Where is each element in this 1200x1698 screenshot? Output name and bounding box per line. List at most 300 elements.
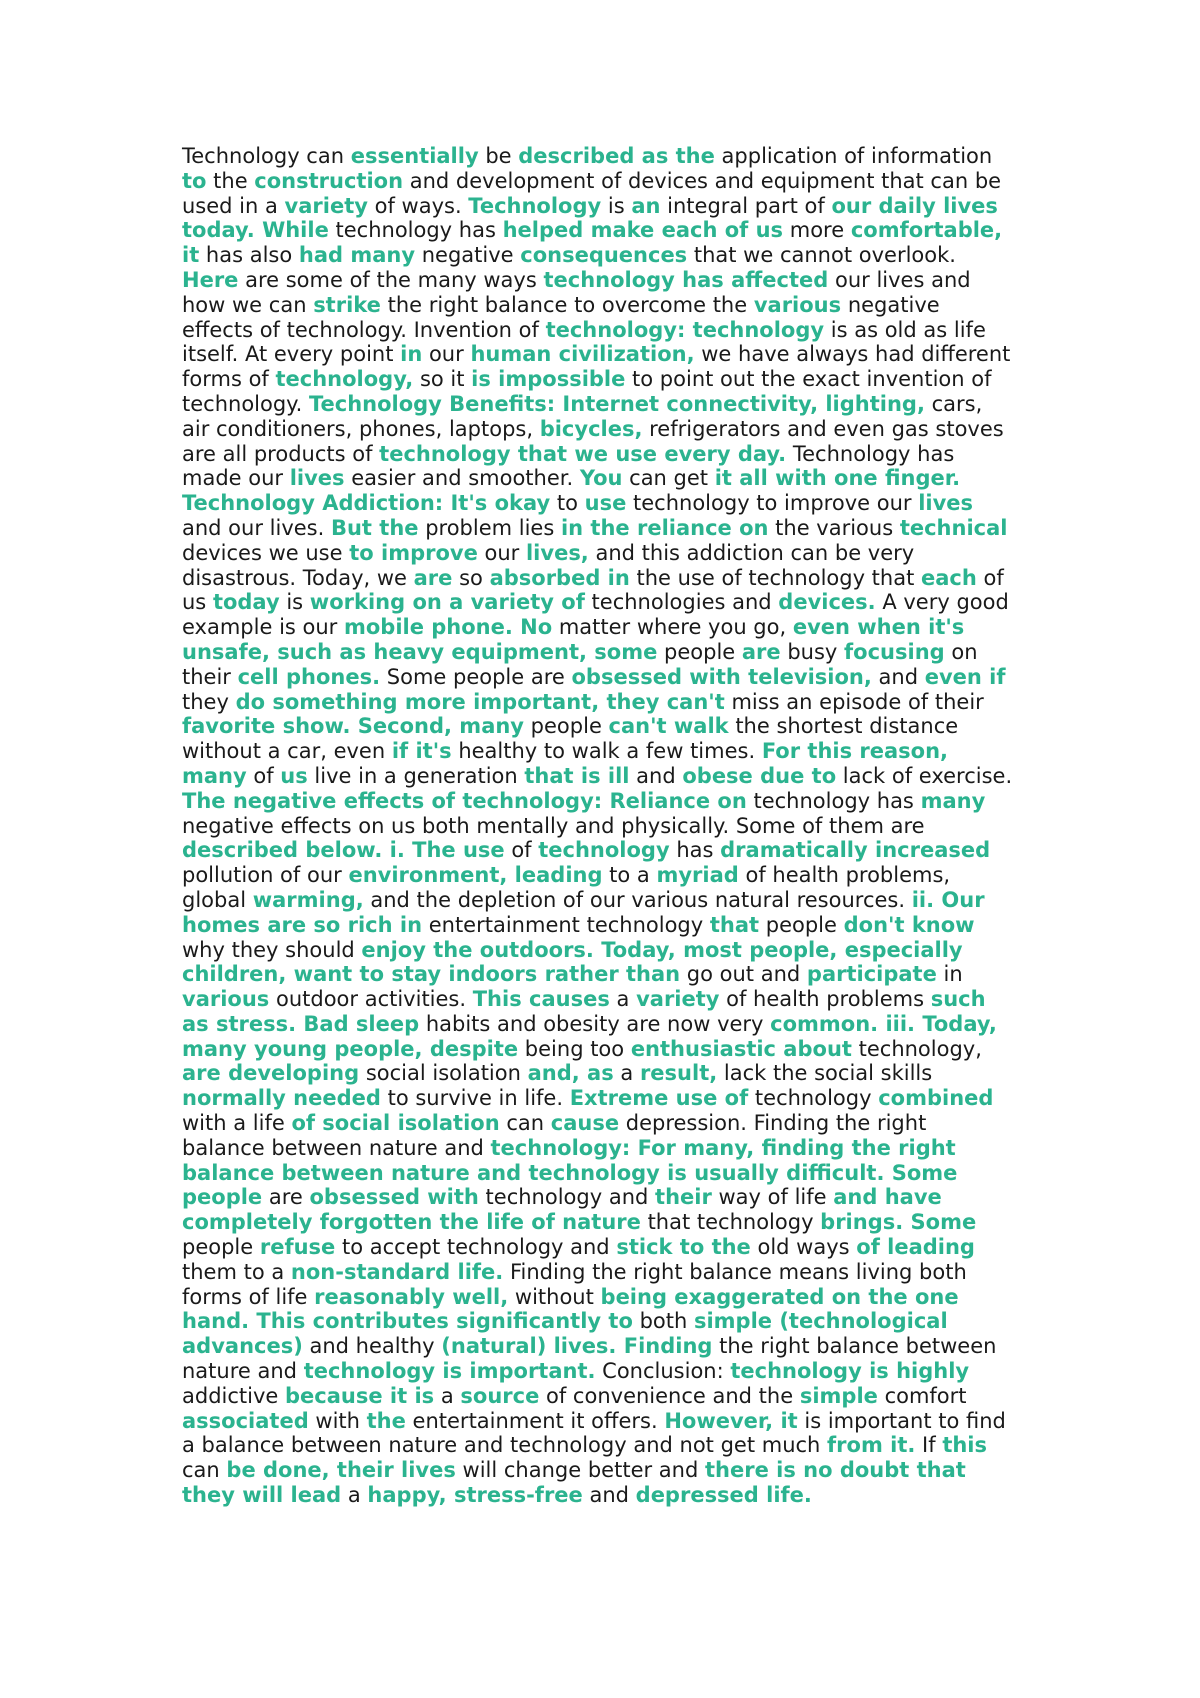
plain-text: and	[871, 664, 925, 689]
plain-text: pollution of our	[182, 863, 349, 888]
highlighted-text: there is no doubt that	[704, 1458, 966, 1483]
text-line	[182, 1384, 1042, 1409]
highlighted-text: technology,	[275, 367, 414, 392]
highlighted-text: technology	[538, 838, 670, 863]
plain-text: technology has	[746, 788, 921, 813]
highlighted-text: it	[182, 243, 200, 268]
plain-text: can	[499, 1111, 551, 1136]
highlighted-text: enjoy the outdoors. Today, most people, especially	[361, 937, 963, 962]
text-line	[182, 1359, 1042, 1384]
text-line	[182, 442, 1042, 467]
plain-text: so	[452, 565, 490, 590]
text-line	[182, 243, 1042, 268]
text-line	[182, 491, 1042, 516]
plain-text: nature and	[182, 1359, 304, 1384]
highlighted-text: source	[460, 1383, 540, 1408]
plain-text: why they should	[182, 937, 362, 962]
highlighted-text: enthusiastic about	[630, 1036, 852, 1061]
highlighted-text: combined	[878, 1086, 994, 1111]
plain-text: and our lives.	[182, 515, 331, 540]
plain-text: on	[944, 639, 978, 664]
plain-text: habits and obesity are now very	[419, 1011, 771, 1036]
plain-text: made our	[182, 466, 290, 491]
plain-text: entertainment it offers.	[405, 1408, 665, 1433]
text-line	[182, 1037, 1042, 1062]
plain-text: of	[246, 763, 281, 788]
highlighted-text: described below. i. The use	[182, 838, 505, 863]
plain-text: they	[182, 689, 236, 714]
plain-text: Technology has	[786, 441, 955, 466]
highlighted-text: (natural) lives. Finding	[441, 1334, 713, 1359]
highlighted-text: result,	[639, 1061, 718, 1086]
plain-text: global	[182, 887, 253, 912]
text-line	[182, 1433, 1042, 1458]
highlighted-text: Technology Addiction: It's okay	[182, 491, 551, 516]
highlighted-text: and have	[833, 1185, 942, 1210]
text-line	[182, 1210, 1042, 1235]
highlighted-text: today. While	[182, 218, 329, 243]
highlighted-text: For this reason,	[761, 739, 949, 764]
highlighted-text: to improve	[349, 540, 478, 565]
plain-text: old ways	[750, 1235, 857, 1260]
highlighted-text: variety	[284, 193, 368, 218]
highlighted-text: helped make each of us	[502, 218, 784, 243]
highlighted-text: You	[579, 466, 623, 491]
highlighted-text: of leading	[856, 1235, 975, 1260]
text-line	[182, 764, 1042, 789]
plain-text: of	[976, 565, 1004, 590]
text-line	[182, 1185, 1042, 1210]
highlighted-text: an	[631, 193, 661, 218]
plain-text: to survive in life.	[380, 1086, 570, 1111]
highlighted-text: as stress. Bad sleep	[182, 1011, 420, 1036]
plain-text: Conclusion:	[595, 1359, 731, 1384]
highlighted-text: mobile phone. No	[343, 615, 553, 640]
plain-text: and the depletion of our various natural resources.	[363, 887, 912, 912]
highlighted-text: obsessed with television,	[571, 664, 872, 689]
highlighted-text: Technology Benefits: Internet connectivity, lighting,	[308, 391, 925, 416]
plain-text: negative effects on us both mentally and physically. Some of them are	[182, 813, 925, 838]
plain-text: used in a	[182, 193, 285, 218]
plain-text: the shortest distance	[728, 714, 959, 739]
highlighted-text: in the reliance on	[560, 515, 769, 540]
highlighted-text: are	[413, 565, 453, 590]
text-line	[182, 293, 1042, 318]
plain-text: can	[182, 1458, 227, 1483]
plain-text: healthy to walk a few times.	[451, 739, 762, 764]
highlighted-text: that is ill	[524, 763, 630, 788]
highlighted-text: lives	[289, 466, 345, 491]
highlighted-text: construction	[254, 168, 404, 193]
text-line	[182, 1409, 1042, 1434]
plain-text: is as old as life	[824, 317, 986, 342]
text-line	[182, 318, 1042, 343]
plain-text: be	[478, 144, 519, 168]
highlighted-text: reasonably well,	[314, 1284, 509, 1309]
text-line	[182, 913, 1042, 938]
plain-text: being too	[518, 1036, 631, 1061]
plain-text: to accept technology and	[335, 1235, 617, 1260]
plain-text: depression. Finding the right	[619, 1111, 927, 1136]
highlighted-text: cell phones.	[237, 664, 381, 689]
plain-text: technology has	[328, 218, 503, 243]
highlighted-text: it all with one finger.	[714, 466, 961, 491]
highlighted-text: common. iii. Today,	[770, 1011, 997, 1036]
plain-text: miss an episode of their	[724, 689, 984, 714]
plain-text: we have always had different	[694, 342, 1011, 367]
plain-text: and healthy	[302, 1334, 442, 1359]
highlighted-text: each	[921, 565, 977, 590]
plain-text: social isolation	[359, 1061, 528, 1086]
highlighted-text: even when it's	[792, 615, 965, 640]
plain-text: can get	[622, 466, 715, 491]
plain-text: both	[632, 1309, 694, 1334]
highlighted-text: the	[366, 1408, 406, 1433]
highlighted-text: ii. Our	[911, 887, 985, 912]
text-line	[182, 1161, 1042, 1186]
plain-text: people	[759, 912, 844, 937]
highlighted-text: technology is important.	[303, 1359, 596, 1384]
text-line	[182, 1111, 1042, 1136]
highlighted-text: use	[584, 491, 627, 516]
plain-text: entertainment technology	[422, 912, 710, 937]
highlighted-text: this	[942, 1433, 987, 1458]
plain-text: are all products of	[182, 441, 380, 466]
text-line	[182, 789, 1042, 814]
highlighted-text: simple	[799, 1383, 878, 1408]
highlighted-text: strike	[313, 292, 381, 317]
highlighted-text: technology that we use every day.	[379, 441, 787, 466]
text-line	[182, 169, 1042, 194]
highlighted-text: cause	[550, 1111, 620, 1136]
plain-text: our	[477, 540, 526, 565]
text-line	[182, 739, 1042, 764]
highlighted-text: had many	[298, 243, 416, 268]
highlighted-text: be done, their lives	[226, 1458, 456, 1483]
highlighted-text: if it's	[391, 739, 452, 764]
highlighted-text: working on a variety of	[309, 590, 585, 615]
plain-text: itself. At every point	[182, 342, 401, 367]
highlighted-text: refuse	[259, 1235, 336, 1260]
highlighted-text: participate	[806, 962, 937, 987]
plain-text: the right balance to overcome the	[380, 292, 754, 317]
highlighted-text: stick to the	[616, 1235, 751, 1260]
plain-text: application of information	[714, 144, 993, 168]
plain-text: how we can	[182, 292, 314, 317]
text-line	[182, 640, 1042, 665]
plain-text: live in a generation	[307, 763, 525, 788]
text-line	[182, 590, 1042, 615]
plain-text: a	[613, 1061, 640, 1086]
plain-text: and this addiction can be very	[588, 540, 915, 565]
plain-text: has	[669, 838, 721, 863]
highlighted-text: many young people, despite	[182, 1036, 519, 1061]
plain-text: their	[182, 664, 238, 689]
highlighted-text: consequences	[520, 243, 688, 268]
plain-text: negative	[841, 292, 940, 317]
text-line	[182, 863, 1042, 888]
plain-text: has also	[199, 243, 299, 268]
plain-text: Finding the right balance means living both	[503, 1259, 967, 1284]
text-line	[182, 714, 1042, 739]
highlighted-text: that	[709, 912, 760, 937]
highlighted-text: myriad	[656, 863, 739, 888]
essay-body	[182, 144, 1042, 1508]
text-line	[182, 1012, 1042, 1037]
highlighted-text: they will lead	[182, 1483, 342, 1508]
text-line	[182, 268, 1042, 293]
highlighted-text: homes are so rich in	[182, 912, 423, 937]
plain-text: technology and	[478, 1185, 656, 1210]
text-line	[182, 1260, 1042, 1285]
plain-text: to	[550, 491, 585, 516]
plain-text: a	[609, 987, 637, 1012]
plain-text: the	[206, 168, 255, 193]
plain-text: addictive	[182, 1383, 286, 1408]
highlighted-text: obese due to	[682, 763, 837, 788]
plain-text: outdoor activities.	[269, 987, 473, 1012]
plain-text: are	[262, 1185, 310, 1210]
highlighted-text: balance between nature and technology is usually difficult. Some	[182, 1160, 958, 1185]
plain-text: forms of life	[182, 1284, 315, 1309]
plain-text: without a car, even	[182, 739, 392, 764]
text-line	[182, 615, 1042, 640]
plain-text: are some of the many ways	[238, 267, 544, 292]
plain-text: busy	[780, 639, 845, 664]
plain-text: technology.	[182, 391, 309, 416]
text-line	[182, 218, 1042, 243]
highlighted-text: is impossible	[471, 367, 626, 392]
text-line	[182, 888, 1042, 913]
text-line	[182, 541, 1042, 566]
plain-text: devices we use	[182, 540, 350, 565]
highlighted-text: happy, stress-free	[367, 1483, 583, 1508]
highlighted-text: various	[182, 987, 270, 1012]
plain-text: without	[508, 1284, 601, 1309]
highlighted-text: normally needed	[182, 1086, 381, 1111]
plain-text: If	[915, 1433, 943, 1458]
text-line	[182, 466, 1042, 491]
text-line	[182, 1483, 1042, 1508]
highlighted-text: technology: technology	[545, 317, 825, 342]
plain-text: people	[524, 714, 609, 739]
plain-text: example is our	[182, 615, 344, 640]
highlighted-text: Here	[182, 267, 239, 292]
text-line	[182, 814, 1042, 839]
text-line	[182, 1334, 1042, 1359]
highlighted-text: advances)	[182, 1334, 303, 1359]
text-line	[182, 1061, 1042, 1086]
text-line	[182, 962, 1042, 987]
text-line	[182, 1458, 1042, 1483]
plain-text: in	[936, 962, 963, 987]
highlighted-text: lives,	[525, 540, 589, 565]
text-line	[182, 1136, 1042, 1161]
plain-text: disastrous. Today, we	[182, 565, 414, 590]
highlighted-text: Technology	[468, 193, 602, 218]
text-line	[182, 987, 1042, 1012]
text-line	[182, 938, 1042, 963]
text-line	[182, 838, 1042, 863]
highlighted-text: favorite show. Second, many	[182, 714, 524, 739]
plain-text: negative	[415, 243, 521, 268]
plain-text: technology,	[851, 1036, 982, 1061]
text-line	[182, 1285, 1042, 1310]
plain-text: of ways.	[367, 193, 469, 218]
plain-text: matter where you go,	[552, 615, 793, 640]
plain-text: our	[422, 342, 471, 367]
plain-text: more	[783, 218, 851, 243]
highlighted-text: to	[182, 168, 207, 193]
highlighted-text: variety	[636, 987, 720, 1012]
text-line	[182, 367, 1042, 392]
highlighted-text: and, as	[527, 1061, 614, 1086]
highlighted-text: depressed life.	[635, 1483, 812, 1508]
text-line	[182, 665, 1042, 690]
highlighted-text: their	[655, 1185, 712, 1210]
highlighted-text: of social isolation	[291, 1111, 500, 1136]
highlighted-text: are	[741, 639, 781, 664]
plain-text: balance between nature and	[182, 1135, 491, 1160]
plain-text: that we cannot overlook.	[687, 243, 956, 268]
plain-text: the use of technology that	[629, 565, 922, 590]
text-line	[182, 690, 1042, 715]
plain-text: to point out the exact invention of	[625, 367, 992, 392]
plain-text: is	[601, 193, 632, 218]
plain-text: way of life	[711, 1185, 834, 1210]
text-line	[182, 566, 1042, 591]
text-line	[182, 1235, 1042, 1260]
text-line	[182, 1309, 1042, 1334]
plain-text: refrigerators and even gas stoves	[642, 416, 1004, 441]
highlighted-text: associated	[182, 1408, 309, 1433]
plain-text: and development of devices and equipment that can be	[403, 168, 1002, 193]
highlighted-text: devices.	[778, 590, 876, 615]
highlighted-text: don't know	[843, 912, 975, 937]
plain-text: and	[582, 1483, 636, 1508]
plain-text: is	[279, 590, 310, 615]
highlighted-text: such	[930, 987, 986, 1012]
highlighted-text: completely forgotten the life of nature	[182, 1210, 641, 1235]
highlighted-text: bicycles,	[539, 416, 643, 441]
highlighted-text: described as the	[518, 144, 715, 168]
text-line	[182, 392, 1042, 417]
highlighted-text: can't walk	[608, 714, 729, 739]
plain-text: easier and smoother.	[344, 466, 580, 491]
plain-text: of convenience and the	[539, 1383, 800, 1408]
plain-text: comfort	[877, 1383, 967, 1408]
highlighted-text: dramatically increased	[720, 838, 991, 863]
plain-text: the various	[768, 515, 900, 540]
plain-text: a	[341, 1483, 368, 1508]
plain-text: is important to find	[797, 1408, 1006, 1433]
plain-text: technologies and	[584, 590, 779, 615]
text-line	[182, 194, 1042, 219]
highlighted-text: The negative effects of technology: Reliance on	[182, 788, 747, 813]
highlighted-text: many	[182, 763, 247, 788]
plain-text: and	[629, 763, 683, 788]
highlighted-text: unsafe, such as heavy equipment, some	[182, 639, 658, 664]
text-line	[182, 417, 1042, 442]
plain-text: with a life	[182, 1111, 292, 1136]
plain-text: to a	[602, 863, 657, 888]
highlighted-text: even if	[924, 664, 1006, 689]
plain-text: so it	[413, 367, 472, 392]
plain-text: the right balance between	[712, 1334, 997, 1359]
highlighted-text: technology is highly	[730, 1359, 970, 1384]
plain-text: with	[308, 1408, 367, 1433]
highlighted-text: being exaggerated on the one	[600, 1284, 959, 1309]
highlighted-text: people	[182, 1185, 263, 1210]
highlighted-text: many	[920, 788, 986, 813]
highlighted-text: environment, leading	[348, 863, 603, 888]
plain-text: will change better and	[455, 1458, 705, 1483]
plain-text: problem lies	[418, 515, 561, 540]
plain-text: technology	[748, 1086, 879, 1111]
highlighted-text: various	[753, 292, 842, 317]
highlighted-text: But the	[330, 515, 419, 540]
highlighted-text: hand. This contributes significantly to	[182, 1309, 633, 1334]
highlighted-text: us	[280, 763, 308, 788]
plain-text: forms of	[182, 367, 276, 392]
highlighted-text: because it is	[285, 1383, 435, 1408]
plain-text: that technology	[640, 1210, 821, 1235]
text-line	[182, 144, 1042, 169]
plain-text: of health problems	[719, 987, 931, 1012]
highlighted-text: warming,	[252, 887, 364, 912]
highlighted-text: human civilization,	[470, 342, 695, 367]
highlighted-text: Extreme use of	[569, 1086, 749, 1111]
text-line	[182, 516, 1042, 541]
plain-text: a balance between nature and technology and not get much	[182, 1433, 828, 1458]
plain-text: us	[182, 590, 213, 615]
highlighted-text: do something more important, they can't	[235, 689, 725, 714]
highlighted-text: focusing	[844, 639, 945, 664]
highlighted-text: lives	[918, 491, 974, 516]
highlighted-text: This causes	[472, 987, 610, 1012]
plain-text: lack the social skills	[717, 1061, 933, 1086]
plain-text: of health problems,	[738, 863, 951, 888]
highlighted-text: brings. Some	[820, 1210, 977, 1235]
plain-text: effects of technology. Invention of	[182, 317, 546, 342]
plain-text: of	[504, 838, 539, 863]
highlighted-text: technology: For many, finding the right	[490, 1135, 956, 1160]
highlighted-text: simple (technological	[693, 1309, 948, 1334]
plain-text: people	[182, 1235, 260, 1260]
highlighted-text: from it.	[827, 1433, 916, 1458]
plain-text: them to a	[182, 1259, 291, 1284]
text-line	[182, 342, 1042, 367]
plain-text: a	[434, 1383, 461, 1408]
plain-text: cars,	[924, 391, 983, 416]
highlighted-text: comfortable,	[850, 218, 1003, 243]
plain-text: technology to improve our	[626, 491, 919, 516]
plain-text: air conditioners, phones, laptops,	[182, 416, 540, 441]
highlighted-text: non-standard life.	[290, 1259, 504, 1284]
plain-text: people	[657, 639, 742, 664]
highlighted-text: However, it	[664, 1408, 798, 1433]
plain-text: Technology can	[182, 144, 351, 168]
highlighted-text: absorbed in	[489, 565, 630, 590]
highlighted-text: our daily lives	[831, 193, 998, 218]
plain-text: Some people are	[380, 664, 572, 689]
highlighted-text: today	[212, 590, 280, 615]
plain-text: go out and	[680, 962, 807, 987]
plain-text: A very good	[875, 590, 1009, 615]
highlighted-text: obsessed with	[309, 1185, 479, 1210]
highlighted-text: essentially	[350, 144, 479, 168]
plain-text: integral part of	[660, 193, 832, 218]
